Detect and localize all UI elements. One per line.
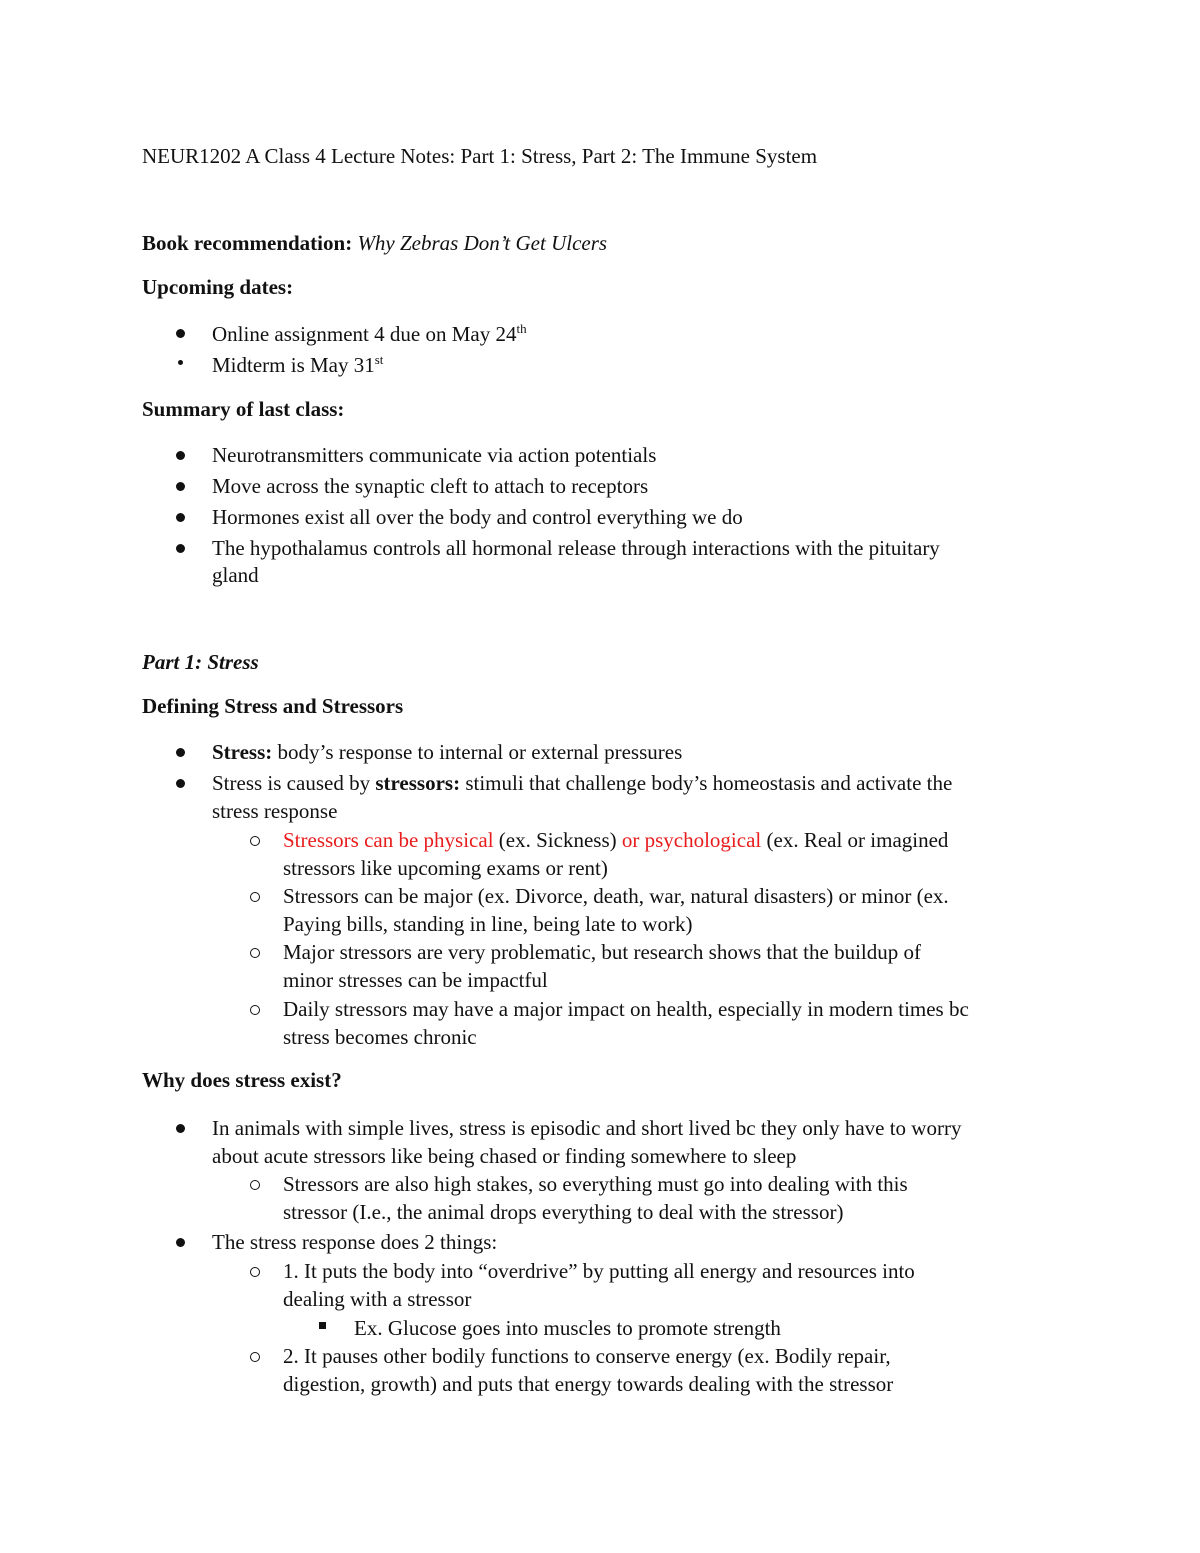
bullet-icon xyxy=(176,1124,185,1133)
why-subitem: Stressors are also high stakes, so everything must go into dealing with this xyxy=(283,1172,908,1196)
book-label: Book recommendation: xyxy=(142,231,353,255)
bullet-icon xyxy=(178,360,183,365)
summary-heading: Summary of last class: xyxy=(142,397,345,421)
bullet-icon xyxy=(176,748,185,757)
why-subitem: 1. It puts the body into “overdrive” by putting all energy and resources into xyxy=(283,1259,915,1283)
upcoming-item: Online assignment 4 due on May 24th xyxy=(212,321,527,346)
defining-subitem-continuation: Paying bills, standing in line, being late to work) xyxy=(283,912,693,936)
book-recommendation xyxy=(142,229,607,257)
why-item-continuation: about acute stressors like being chased or finding somewhere to sleep xyxy=(212,1144,797,1168)
why-subitem: 2. It pauses other bodily functions to conserve energy (ex. Bodily repair, xyxy=(283,1344,891,1368)
circle-bullet-icon xyxy=(250,948,260,958)
bullet-icon xyxy=(176,482,185,491)
defining-subitem-continuation: minor stresses can be impactful xyxy=(283,968,548,992)
summary-item-continuation: gland xyxy=(212,563,259,587)
defining-subitem: Stressors can be physical (ex. Sickness) or psychological (ex. Real or imagined xyxy=(283,828,949,852)
bullet-icon xyxy=(176,329,185,338)
why-subitem-continuation: dealing with a stressor xyxy=(283,1287,472,1311)
part1-heading: Part 1: Stress xyxy=(142,650,259,674)
why-subsubitem: Ex. Glucose goes into muscles to promote strength xyxy=(354,1316,781,1340)
why-item: The stress response does 2 things: xyxy=(212,1230,498,1254)
why-item: In animals with simple lives, stress is episodic and short lived bc they only have to worry xyxy=(212,1116,962,1140)
bullet-icon xyxy=(176,513,185,522)
why-heading: Why does stress exist? xyxy=(142,1068,342,1092)
defining-subitem: Stressors can be major (ex. Divorce, death, war, natural disasters) or minor (ex. xyxy=(283,884,949,908)
defining-subitem: Major stressors are very problematic, but research shows that the buildup of xyxy=(283,940,921,964)
summary-item: Hormones exist all over the body and control everything we do xyxy=(212,505,743,529)
why-subitem-continuation: stressor (I.e., the animal drops everything to deal with the stressor) xyxy=(283,1200,844,1224)
bullet-icon xyxy=(176,544,185,553)
circle-bullet-icon xyxy=(250,1180,260,1190)
defining-subitem-continuation: stress becomes chronic xyxy=(283,1025,477,1049)
square-bullet-icon xyxy=(319,1322,326,1329)
circle-bullet-icon xyxy=(250,1005,260,1015)
upcoming-heading: Upcoming dates: xyxy=(142,275,294,299)
circle-bullet-icon xyxy=(250,836,260,846)
bullet-icon xyxy=(176,1238,185,1247)
document-title: NEUR1202 A Class 4 Lecture Notes: Part 1: Stress, Part 2: The Immune System xyxy=(142,144,818,168)
defining-item-continuation: stress response xyxy=(212,799,338,823)
summary-item: Neurotransmitters communicate via action potentials xyxy=(212,443,657,467)
defining-item: Stress: body’s response to internal or external pressures xyxy=(212,740,683,764)
summary-item: The hypothalamus controls all hormonal release through interactions with the pituitary xyxy=(212,536,940,560)
defining-item: Stress is caused by stressors: stimuli that challenge body’s homeostasis and activate the xyxy=(212,771,953,795)
defining-heading: Defining Stress and Stressors xyxy=(142,694,404,718)
bullet-icon xyxy=(176,451,185,460)
defining-subitem: Daily stressors may have a major impact on health, especially in modern times bc xyxy=(283,997,969,1021)
circle-bullet-icon xyxy=(250,892,260,902)
defining-subitem-continuation: stressors like upcoming exams or rent) xyxy=(283,856,608,880)
why-subitem-continuation: digestion, growth) and puts that energy towards dealing with the stressor xyxy=(283,1372,894,1396)
circle-bullet-icon xyxy=(250,1352,260,1362)
circle-bullet-icon xyxy=(250,1267,260,1277)
bullet-icon xyxy=(176,779,185,788)
upcoming-item: Midterm is May 31st xyxy=(212,352,384,377)
summary-item: Move across the synaptic cleft to attach to receptors xyxy=(212,474,649,498)
book-title: Why Zebras Don’t Get Ulcers xyxy=(357,231,608,255)
